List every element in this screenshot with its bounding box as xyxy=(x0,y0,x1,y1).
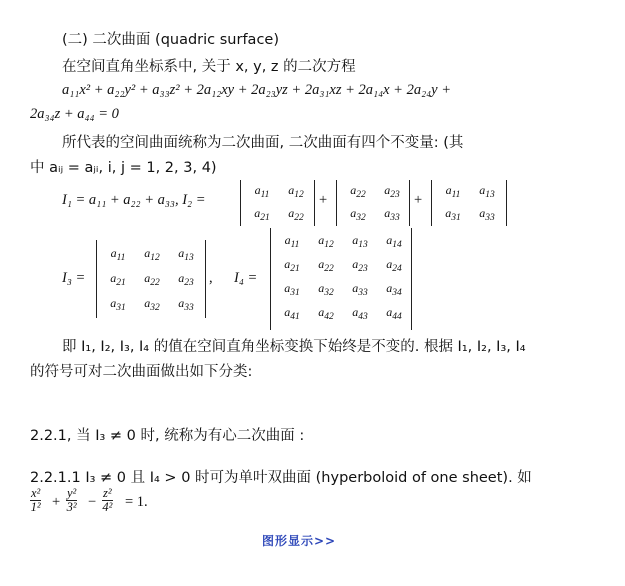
fraction-x xyxy=(30,487,41,514)
det-bar xyxy=(506,180,507,226)
section-title: (二) 二次曲面 (quadric surface) xyxy=(62,32,279,48)
paragraph-invariants-cont: 中 aᵢⱼ = aⱼᵢ, i, j = 1, 2, 3, 4) xyxy=(30,160,217,176)
fraction-numerator: x² xyxy=(31,486,41,500)
I4-label: I₄ = xyxy=(234,270,258,286)
case-2-2-1: 2.2.1, 当 I₃ ≠ 0 时, 统称为有心二次曲面 : xyxy=(30,428,305,444)
equation-line-2: 2a₃₄z + a₄₄ = 0 xyxy=(30,106,119,122)
case-2-2-1-1: 2.2.1.1 I₃ ≠ 0 且 I₄ > 0 时可为单叶双曲面 (hyperboloid of one sheet). 如 xyxy=(30,470,532,486)
matrix-entry: $a_{12}$ xyxy=(144,246,160,263)
det-bar xyxy=(411,228,412,330)
matrix-entry: $a_{31}$ xyxy=(110,296,126,313)
matrix-entry: $a_{32}$ xyxy=(144,296,160,313)
invariant-I1-I2: I₁ = a₁₁ + a₂₂ + a₃₃, I₂ = xyxy=(62,192,206,208)
determinant-I3 xyxy=(101,246,203,311)
fraction-z xyxy=(102,487,113,514)
det-bar xyxy=(314,180,315,226)
matrix-entry: $a_{21}$ xyxy=(110,271,126,288)
det-bar xyxy=(409,180,410,226)
matrix-entry: $a_{33}$ xyxy=(479,206,495,223)
paragraph-classification: 即 I₁, I₂, I₃, I₄ 的值在空间直角坐标变换下始终是不变的. 根据 I₁, I₂, I₃, I₄ xyxy=(62,339,526,355)
det-bar xyxy=(336,180,337,226)
comma: , xyxy=(209,270,213,286)
plus-sign: + xyxy=(414,192,423,208)
det-bar xyxy=(270,228,271,330)
matrix-entry: $a_{11}$ xyxy=(254,183,270,200)
show-graph-link[interactable]: 图形显示>> xyxy=(262,534,337,548)
matrix-entry: $a_{22}$ xyxy=(144,271,160,288)
determinant-I2-c xyxy=(436,183,504,221)
matrix-entry: $a_{33}$ xyxy=(384,206,400,223)
matrix-entry: $a_{11}$ xyxy=(110,246,126,263)
det-bar xyxy=(96,240,97,318)
fraction-denominator: 1² xyxy=(30,500,41,514)
intro-text: 在空间直角坐标系中, 关于 x, y, z 的二次方程 xyxy=(62,59,356,75)
fraction-denominator: 4² xyxy=(102,500,113,514)
matrix-entry: $a_{23}$ xyxy=(384,183,400,200)
matrix-entry: $a_{21}$ xyxy=(284,257,300,274)
determinant-I2-b xyxy=(341,183,409,221)
matrix-entry: $a_{11}$ xyxy=(284,233,300,250)
matrix-entry: $a_{31}$ xyxy=(445,206,461,223)
matrix-entry: $a_{13}$ xyxy=(178,246,194,263)
matrix-entry: $a_{24}$ xyxy=(386,257,402,274)
matrix-entry: $a_{12}$ xyxy=(288,183,304,200)
matrix-entry: $a_{12}$ xyxy=(318,233,334,250)
matrix-entry: $a_{14}$ xyxy=(386,233,402,250)
matrix-entry: $a_{22}$ xyxy=(318,257,334,274)
matrix-entry: $a_{33}$ xyxy=(178,296,194,313)
minus-sign: − xyxy=(88,494,97,510)
det-bar xyxy=(205,240,206,318)
matrix-entry: $a_{23}$ xyxy=(352,257,368,274)
matrix-entry: $a_{42}$ xyxy=(318,305,334,322)
matrix-entry: $a_{22}$ xyxy=(350,183,366,200)
matrix-entry: $a_{31}$ xyxy=(284,281,300,298)
determinant-I4 xyxy=(275,233,411,320)
paragraph-invariants: 所代表的空间曲面统称为二次曲面, 二次曲面有四个不变量: (其 xyxy=(62,135,464,151)
paragraph-classification-cont: 的符号可对二次曲面做出如下分类: xyxy=(30,364,253,380)
I3-label: I₃ = xyxy=(62,270,86,286)
fraction-numerator: y² xyxy=(67,486,77,500)
fraction-denominator: 3² xyxy=(66,500,77,514)
matrix-entry: $a_{13}$ xyxy=(352,233,368,250)
matrix-entry: $a_{23}$ xyxy=(178,271,194,288)
matrix-entry: $a_{34}$ xyxy=(386,281,402,298)
equation-line-1: a₁₁x² + a₂₂y² + a₃₃z² + 2a₁₂xy + 2a₂₃yz + 2a₃₁xz + 2a₁₄x + 2a₂₄y + xyxy=(62,82,452,98)
matrix-entry: $a_{44}$ xyxy=(386,305,402,322)
matrix-entry: $a_{21}$ xyxy=(254,206,270,223)
plus-sign: + xyxy=(52,494,61,510)
plus-sign: + xyxy=(319,192,328,208)
matrix-entry: $a_{32}$ xyxy=(318,281,334,298)
det-bar xyxy=(240,180,241,226)
matrix-entry: $a_{43}$ xyxy=(352,305,368,322)
matrix-entry: $a_{41}$ xyxy=(284,305,300,322)
matrix-entry: $a_{33}$ xyxy=(352,281,368,298)
det-bar xyxy=(431,180,432,226)
fraction-y xyxy=(66,487,77,514)
matrix-entry: $a_{13}$ xyxy=(479,183,495,200)
equation-rhs: = 1. xyxy=(125,494,148,510)
matrix-entry: $a_{32}$ xyxy=(350,206,366,223)
fraction-numerator: z² xyxy=(103,486,112,500)
matrix-entry: $a_{22}$ xyxy=(288,206,304,223)
determinant-I2-a xyxy=(245,183,313,221)
matrix-entry: $a_{11}$ xyxy=(445,183,461,200)
